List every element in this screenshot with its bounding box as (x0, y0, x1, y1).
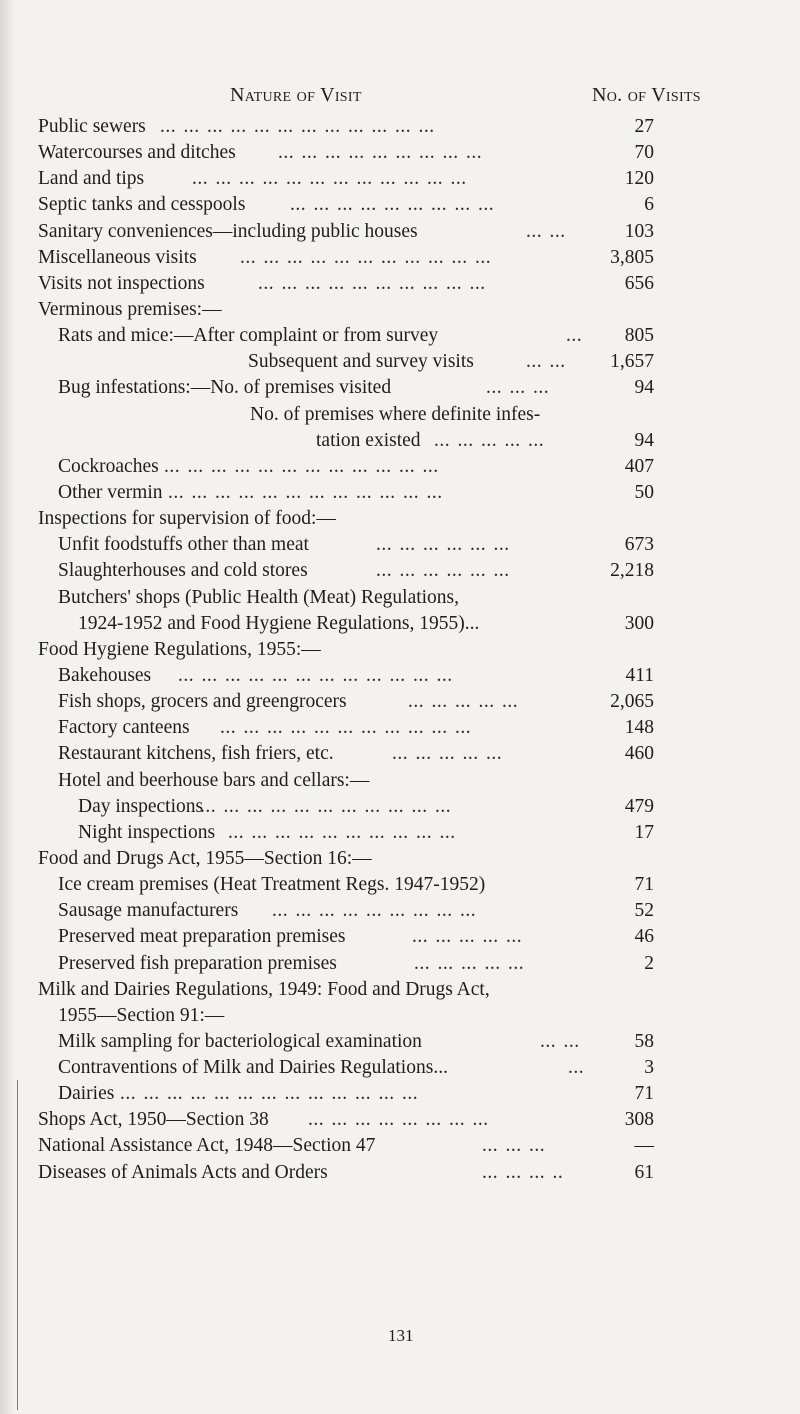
table-row: Contraventions of Milk and Dairies Regulations... ... 3 (58, 1057, 654, 1079)
header-no-of-visits: No. of Visits (592, 84, 701, 106)
visits-table (0, 114, 800, 1186)
table-row: Subsequent and survey visits ... ... 1,657 (248, 351, 654, 373)
table-row: Night inspections ... ... ... ... ... ... ... ... ... ... 17 (78, 821, 654, 843)
table-row: Fish shops, grocers and greengrocers ... ... ... ... ... 2,065 (58, 691, 654, 713)
table-row: Milk sampling for bacteriological examination ... ... 58 (58, 1030, 654, 1052)
table-row: Preserved fish preparation premises ... ... ... ... ... 2 (58, 952, 654, 974)
table-row: Bug infestations:—No. of premises visited ... ... ... 94 (58, 377, 654, 399)
table-row: Restaurant kitchens, fish friers, etc. ... ... ... ... ... 460 (58, 743, 654, 765)
table-row: Diseases of Animals Acts and Orders ... ... ... .. 61 (38, 1161, 654, 1183)
table-row: Preserved meat preparation premises ... ... ... ... ... 46 (58, 926, 654, 948)
table-row: Public sewers ... ... ... ... ... ... ... ... ... ... ... ... 27 (38, 116, 654, 137)
table-row: Hotel and beerhouse bars and cellars:— (58, 769, 370, 791)
table-row: National Assistance Act, 1948—Section 47 ... ... ... — (38, 1135, 654, 1157)
table-row: Septic tanks and cesspools ... ... ... ... ... ... ... ... ... 6 (38, 194, 654, 216)
header-nature-of-visit: Nature of Visit (230, 84, 362, 106)
table-row: Visits not inspections ... ... ... ... ... ... ... ... ... ... 656 (38, 272, 654, 294)
table-row: Dairies ... ... ... ... ... ... ... ... ... ... ... ... ... 71 (58, 1083, 654, 1105)
table-row: Watercourses and ditches ... ... ... ... ... ... ... ... ... 70 (38, 142, 654, 164)
table-row: Unfit foodstuffs other than meat ... ... ... ... ... ... 673 (58, 534, 654, 556)
table-row: Bakehouses ... ... ... ... ... ... ... ... ... ... ... ... 411 (58, 664, 654, 686)
table-row: Verminous premises:— (38, 298, 222, 320)
table-row: Cockroaches ... ... ... ... ... ... ... ... ... ... ... ... 407 (58, 455, 654, 477)
table-header (0, 84, 800, 112)
table-row: Milk and Dairies Regulations, 1949: Food and Drugs Act, (38, 978, 490, 1000)
table-row: Slaughterhouses and cold stores ... ... ... ... ... ... 2,218 (58, 560, 654, 582)
page-number: 131 (388, 1326, 414, 1345)
table-row: Miscellaneous visits ... ... ... ... ... ... ... ... ... ... ... 3,805 (38, 246, 654, 268)
table-row: Rats and mice:—After complaint or from survey ... 805 (58, 325, 654, 347)
table-row: Food and Drugs Act, 1955—Section 16:— (38, 847, 372, 869)
table-row: Sausage manufacturers ... ... ... ... ... ... ... ... ... 52 (58, 900, 654, 922)
table-row: Day inspections ... ... ... ... ... ... ... ... ... ... ... 479 (78, 795, 654, 817)
table-row: tation existed ... ... ... ... ... 94 (316, 429, 654, 451)
table-row: Factory canteens ... ... ... ... ... ... ... ... ... ... ... 148 (58, 717, 654, 739)
table-row: Land and tips ... ... ... ... ... ... ... ... ... ... ... ... 120 (38, 168, 654, 190)
table-row: 1955—Section 91:— (58, 1004, 225, 1026)
table-row: Shops Act, 1950—Section 38 ... ... ... ... ... ... ... ... 308 (38, 1109, 654, 1131)
table-row: Butchers' shops (Public Health (Meat) Regulations, (58, 586, 460, 608)
table-row: 1924-1952 and Food Hygiene Regulations, 1955)... 300 (78, 612, 654, 634)
table-row: Ice cream premises (Heat Treatment Regs. 1947-1952) 71 (58, 874, 654, 896)
table-row: Inspections for supervision of food:— (38, 508, 336, 530)
table-row: Food Hygiene Regulations, 1955:— (38, 638, 321, 660)
table-row: Sanitary conveniences—including public houses ... ... 103 (38, 220, 654, 242)
table-row: No. of premises where definite infes- (250, 403, 541, 425)
table-row: Other vermin ... ... ... ... ... ... ... ... ... ... ... ... 50 (58, 481, 654, 503)
